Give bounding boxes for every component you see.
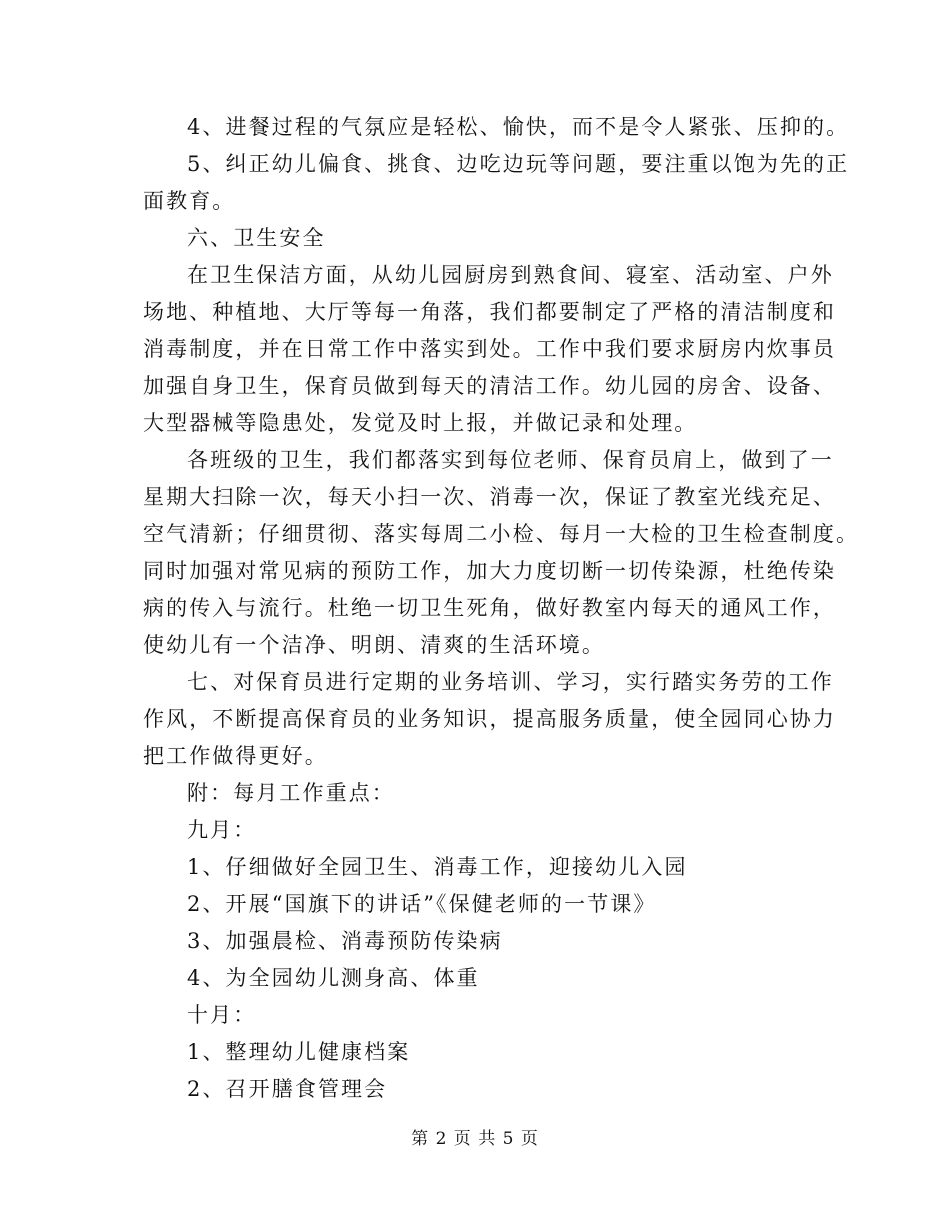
list-item: 3、加强晨检、消毒预防传染病 xyxy=(187,929,503,953)
text-line: 使幼儿有一个洁净、明朗、清爽的生活环境。 xyxy=(143,633,605,657)
list-item: 2、开展“国旗下的讲话”《保健老师的一节课》 xyxy=(187,892,657,916)
text-line: 在卫生保洁方面，从幼儿园厨房到熟食间、寝室、活动室、户外 xyxy=(187,263,834,287)
text-line: 面教育。 xyxy=(143,189,236,213)
text-line: 作风，不断提高保育员的业务知识，提高服务质量，使全园同心协力 xyxy=(143,707,836,731)
text-line: 5、纠正幼儿偏食、挑食、边吃边玩等问题，要注重以饱为先的正 xyxy=(187,152,850,176)
appendix-heading: 附：每月工作重点： xyxy=(187,781,395,805)
month-heading: 十月： xyxy=(187,1003,257,1027)
list-item: 1、仔细做好全园卫生、消毒工作，迎接幼儿入园 xyxy=(187,855,688,879)
text-line: 消毒制度，并在日常工作中落实到处。工作中我们要求厨房内炊事员 xyxy=(143,337,836,361)
text-line: 大型器械等隐患处，发觉及时上报，并做记录和处理。 xyxy=(143,411,698,435)
text-line: 4、进餐过程的气氛应是轻松、愉快，而不是令人紧张、压抑的。 xyxy=(187,115,850,139)
text-line: 加强自身卫生，保育员做到每天的清洁工作。幼儿园的房舍、设备、 xyxy=(143,374,836,398)
text-line: 把工作做得更好。 xyxy=(143,744,328,768)
month-heading: 九月： xyxy=(187,818,257,842)
text-line: 七、对保育员进行定期的业务培训、学习，实行踏实务劳的工作 xyxy=(187,670,834,694)
list-item: 2、召开膳食管理会 xyxy=(187,1077,388,1101)
section-heading: 六、卫生安全 xyxy=(187,226,326,250)
list-item: 1、整理幼儿健康档案 xyxy=(187,1040,411,1064)
text-line: 场地、种植地、大厅等每一角落，我们都要制定了严格的清洁制度和 xyxy=(143,300,836,324)
text-line: 病的传入与流行。杜绝一切卫生死角，做好教室内每天的通风工作， xyxy=(143,596,836,620)
page-number-footer: 第 2 页 共 5 页 xyxy=(411,1129,539,1149)
list-item: 4、为全园幼儿测身高、体重 xyxy=(187,966,480,990)
text-line: 空气清新；仔细贯彻、落实每周二小检、每月一大检的卫生检查制度。 xyxy=(143,522,860,546)
text-line: 星期大扫除一次，每天小扫一次、消毒一次，保证了教室光线充足、 xyxy=(143,485,836,509)
text-line: 同时加强对常见病的预防工作，加大力度切断一切传染源，杜绝传染 xyxy=(143,559,836,583)
text-line: 各班级的卫生，我们都落实到每位老师、保育员肩上，做到了一 xyxy=(187,448,834,472)
